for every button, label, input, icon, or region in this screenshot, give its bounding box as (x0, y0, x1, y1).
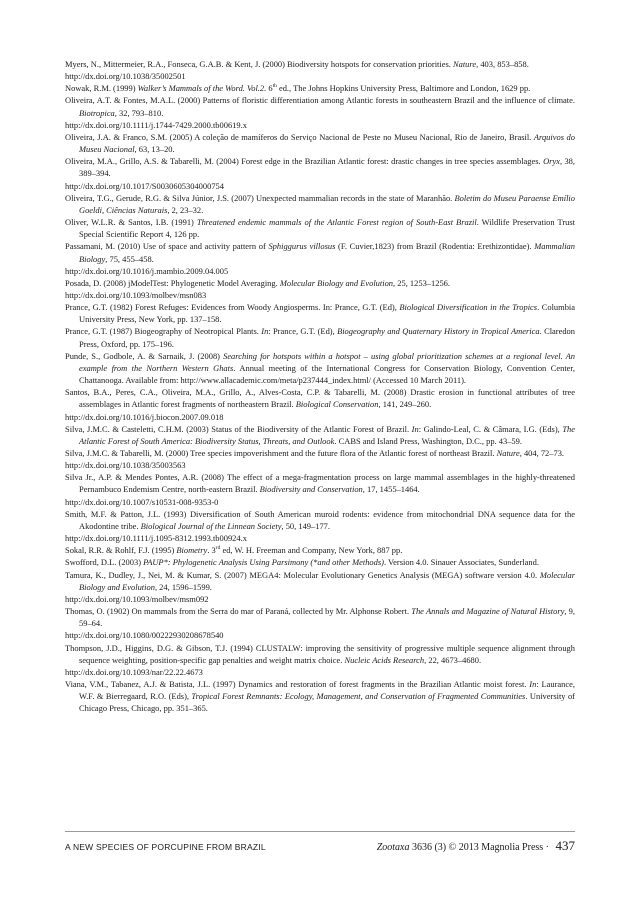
italic-text: Biometry (176, 545, 208, 556)
reference-text: . 3 (207, 545, 216, 556)
doi-link[interactable]: http://dx.doi.org/10.1038/35003563 (65, 460, 186, 471)
reference-entry (65, 192, 575, 216)
superscript: th (272, 83, 277, 90)
reference-text: , 2, 23–32. (167, 204, 204, 215)
italic-text: Molecular Biology and Evolution (79, 569, 575, 592)
issue-info: 3636 (3) © 2013 Magnolia Press · (409, 842, 552, 853)
reference-text: Santos, B.A., Peres, C.A., Oliveira, M.A., Grillo, A., Alves-Costa, C.P. & Tabarelli, M. (2008) Drastic erosion in functional attributes of tree assemblages in Atlantic forest fragments of northeastern Brazil. (65, 387, 575, 410)
doi-link[interactable]: http://dx.doi.org/10.1016/j.biocon.2007.09.018 (65, 411, 224, 422)
italic-text: Biological Conservation (295, 399, 379, 410)
doi-link[interactable]: http://dx.doi.org/10.1016/j.mambio.2009.04.005 (65, 265, 229, 276)
reference-text: : Prance, G.T. (Ed), (268, 326, 338, 337)
page-number: 437 (555, 838, 575, 853)
reference-text: Silva Jr., A.P. & Mendes Pontes, A.R. (2008) The effect of a mega-fragmentation process on large mammal assemblages in the highly-threatened Pernambuco Endemism Centre, north-eastern Brazil. (65, 472, 575, 495)
reference-text: Swofford, D.L. (2003) (65, 557, 144, 568)
reference-text: Punde, S., Godbole, A. & Sarnaik, J. (2008) (65, 350, 224, 361)
italic-text: Oryx (543, 156, 560, 167)
reference-entry (65, 325, 575, 349)
italic-text: Nature (496, 448, 520, 458)
reference-entry (65, 240, 575, 276)
reference-text: Thompson, J.D., Higgins, D.G. & Gibson, T.J. (1994) CLUSTALW: improving the sensitivity of progressive multiple sequence alignment through sequence weighting, position-specific gap penalties and weight matrix choice. (65, 642, 575, 665)
reference-text: , 38, 389–394. (79, 156, 575, 179)
running-title: A NEW SPECIES OF PORCUPINE FROM BRAZIL (65, 842, 266, 852)
reference-text: Silva, J.M.C. & Casteletti, C.H.M. (2003) Status of the Biodiversity of the Atlantic Forest of Brazil. (65, 423, 412, 434)
reference-text: Tamura, K., Dudley, J., Nei, M. & Kumar, S. (2007) MEGA4: Molecular Evolutionary Genetics Analysis (MEGA) software version 4.0. (65, 569, 540, 580)
reference-entry (65, 350, 575, 386)
reference-entry (65, 471, 575, 507)
italic-text: Nucleic Acids Research (344, 654, 425, 665)
reference-text: , 24, 1596–1599. (154, 581, 212, 592)
doi-link[interactable]: http://dx.doi.org/10.1038/35002501 (65, 71, 186, 82)
reference-text: (F. Cuvier,1823) from Brazil (Rodentia: Erethizontidae). (335, 241, 535, 252)
reference-text: , 75, 455–458. (105, 253, 154, 264)
italic-text: Biotropica (79, 107, 115, 118)
reference-text: Passamani, M. (2010) Use of space and activity pattern of (65, 241, 269, 252)
doi-link[interactable]: http://dx.doi.org/10.1093/molbev/msn083 (65, 289, 207, 300)
reference-entry (65, 82, 575, 94)
reference-text: Smith, M.F. & Patton, J.L. (1993) Diversification of South American muroid rodents: evidence from mitochondrial DNA sequence data for the Akodontine tribe. (65, 508, 575, 531)
reference-entry (65, 277, 575, 301)
doi-link[interactable]: http://dx.doi.org/10.1093/nar/22.22.4673 (65, 666, 203, 677)
reference-text: : Galindo-Leal, C. & Câmara, I.G. (Eds), (418, 423, 563, 434)
reference-text: Myers, N., Mittermeier, R.A., Fonseca, G.A.B. & Kent, J. (2000) Biodiversity hotspots for conservation priorities. (65, 59, 453, 69)
reference-text: 6 (266, 83, 273, 94)
reference-entry (65, 58, 575, 82)
italic-text: Arquivos do Museu Nacional (79, 131, 575, 155)
reference-entry (65, 642, 575, 678)
reference-entry (65, 544, 575, 556)
italic-text: Nature (452, 59, 477, 69)
reference-text: Prance, G.T. (1982) Forest Refuges: Evidences from Woody Angiosperms. In: Prance, G.T. (Ed), (65, 302, 400, 313)
reference-entry (65, 605, 575, 641)
reference-entry (65, 301, 575, 325)
reference-entry (65, 556, 575, 568)
italic-text: Biological Diversification in the Tropics (399, 302, 538, 313)
reference-text: . Annual meeting of the International Congress for Conservation Biology, Convention Center, Chattanooga. Available from: http://www.allacademic.com/meta/p237444_index.html/ (Accessed 10 March 2011). (79, 362, 575, 386)
italic-text: Biodiversity and Conservation (259, 484, 363, 495)
reference-text: , 32, 793–810. (114, 107, 164, 118)
italic-text: The Atlantic Forest of South America: Biodiversity Status, Threats, and Outlook (79, 423, 575, 446)
reference-text: Viana, V.M., Tabanez, A.J. & Batista, J.L. (1997) Dynamics and restoration of forest fragments in the Brazilian Atlantic moist forest. (65, 678, 530, 689)
journal-name: Zootaxa (376, 842, 410, 853)
reference-text: Oliveira, J.A. & Franco, S.M. (2005) A coleção de mamíferos do Serviço Nacional de Peste no Museu Nacional, Rio de Janeiro, Brasil. (65, 131, 534, 142)
reference-text: , 25, 1253–1256. (393, 277, 450, 288)
reference-text: Sokal, R.R. & Rohlf, F.J. (1995) (65, 545, 177, 556)
italic-text: In (261, 326, 269, 337)
reference-text: Oliveira, T.G., Gerude, R.G. & Silva Júnior, J.S. (2007) Unexpected mammalian records in the state of Maranhão. (65, 192, 455, 203)
italic-text: Boletim do Museu Paraense Emílio Goeldi, Ciências Naturais (79, 192, 575, 215)
reference-entry (65, 569, 575, 605)
reference-list (65, 58, 575, 714)
reference-text: , 17, 1455–1464. (362, 484, 420, 495)
italic-text: Sphiggurus villosus (268, 241, 336, 252)
italic-text: Biogeography and Quaternary History in Tropical America (337, 326, 540, 337)
reference-text: . Claredon Press, Oxford, pp. 175–196. (79, 326, 575, 349)
italic-text: In (529, 678, 537, 689)
reference-text: Oliveira, A.T. & Fontes, M.A.L. (2000) Patterns of floristic differentiation among Atlantic forests in southeastern Brazil and the influence of climate. (65, 95, 575, 106)
reference-entry (65, 216, 575, 240)
reference-text: . Columbia University Press, New York, pp. 137–158. (79, 302, 576, 325)
doi-link[interactable]: http://dx.doi.org/10.1017/S0030605304000754 (65, 180, 224, 191)
reference-text: ed, W. H. Freeman and Company, New York, 887 pp. (220, 545, 403, 556)
reference-text: , 403, 853–858. (476, 59, 529, 69)
doi-link[interactable]: http://dx.doi.org/10.1111/j.1095-8312.1993.tb00924.x (65, 533, 247, 544)
reference-text: , 22, 4673–4680. (424, 654, 482, 665)
italic-text: Mammalian Biology (79, 241, 575, 264)
reference-text: . Wildlife Preservation Trust Special Scientific Report 4, 126 pp. (79, 217, 575, 240)
italic-text: Biological Journal of the Linnean Society (140, 520, 282, 531)
italic-text: PAUP*: Phylogenetic Analysis Using Parsimony (*and other Methods) (143, 557, 384, 568)
italic-text: The Annals and Magazine of Natural History (411, 606, 565, 617)
reference-text: ed., The Johns Hopkins University Press, Baltimore and London, 1629 pp. (276, 83, 531, 94)
reference-entry (65, 155, 575, 191)
reference-text: . Version 4.0. Sinauer Associates, Sunderland. (383, 557, 539, 568)
italic-text: Searching for hotspots within a hotspot – using global prioritization schemes at a regional level. An example from the Northern Western Ghats (79, 350, 576, 373)
reference-entry (65, 94, 575, 130)
italic-text: Threatened endemic mammals of the Atlantic Forest region of South-East Brazil (196, 217, 477, 228)
reference-text: Thomas, O. (1902) On mammals from the Serra do mar of Paraná, collected by Mr. Alphonse Robert. (65, 606, 412, 617)
reference-text: , 63, 13–20. (134, 144, 175, 155)
reference-text: . CABS and Island Press, Washington, D.C., pp. 43–59. (334, 435, 522, 446)
doi-link[interactable]: http://dx.doi.org/10.1093/molbev/msm092 (65, 593, 209, 604)
footer-divider (65, 831, 575, 832)
reference-entry (65, 508, 575, 544)
reference-text: Oliveira, M.A., Grillo, A.S. & Tabarelli, M. (2004) Forest edge in the Brazilian Atlantic forest: drastic changes in tree species assemblages. (65, 156, 544, 167)
reference-text: Posada, D. (2008) jModelTest: Phylogenetic Model Averaging. (65, 277, 280, 288)
doi-link[interactable]: http://dx.doi.org/10.1007/s10531-008-9353-0 (65, 496, 219, 507)
doi-link[interactable]: http://dx.doi.org/10.1080/00222930208678540 (65, 630, 224, 641)
reference-text: Oliver, W.L.R. & Santos, I.B. (1991) (65, 217, 197, 228)
reference-text: Prance, G.T. (1987) Biogeography of Neotropical Plants. (65, 326, 262, 337)
reference-entry (65, 678, 575, 714)
reference-text: : Laurance, W.F. & Bierregaard, R.O. (Eds), (79, 678, 575, 702)
reference-text: . University of Chicago Press, Chicago, pp. 351–365. (79, 691, 575, 714)
footer-citation (377, 838, 575, 854)
reference-text: , 404, 72–73. (519, 448, 565, 458)
italic-text: In (411, 423, 419, 434)
reference-text: Nowak, R.M. (1999) (65, 83, 138, 94)
superscript: rd (215, 545, 221, 552)
reference-entry (65, 447, 575, 471)
doi-link[interactable]: http://dx.doi.org/10.1111/j.1744-7429.2000.tb00619.x (65, 119, 247, 130)
reference-text: , 9, 59–64. (79, 606, 576, 629)
italic-text: Molecular Biology and Evolution (279, 277, 394, 288)
reference-entry (65, 131, 575, 155)
italic-text: Tropical Forest Remnants: Ecology, Management, and Conservation of Fragmented Communities (191, 691, 526, 702)
reference-entry (65, 386, 575, 422)
reference-text: , 50, 149–177. (281, 520, 330, 531)
reference-text: Silva, J.M.C. & Tabarelli, M. (2000) Tree species impoverishment and the future flora of the Atlantic forest of northeast Brazil. (65, 448, 497, 458)
italic-text: Walker’s Mammals of the Word. Vol.2. (137, 83, 267, 94)
reference-text: , 141, 249–260. (378, 399, 432, 410)
reference-entry (65, 423, 575, 447)
